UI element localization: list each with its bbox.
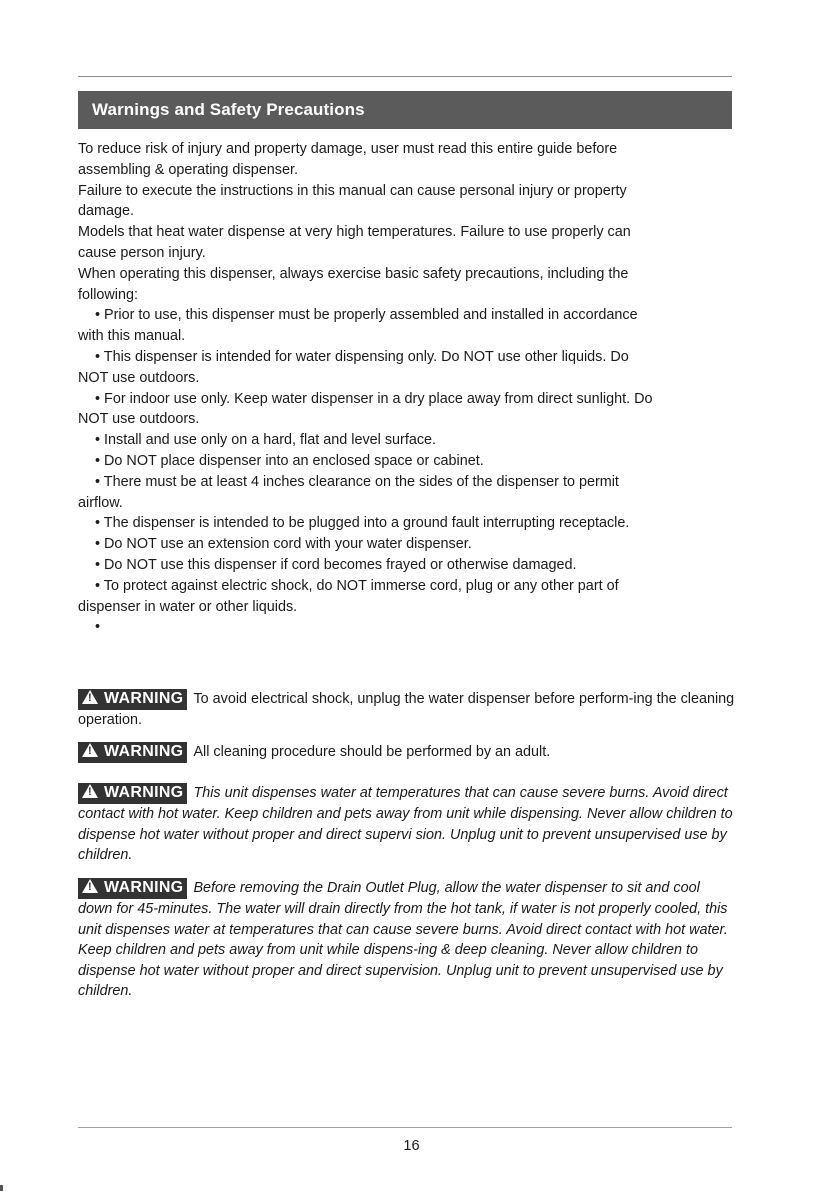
bullet-item: • — [95, 619, 101, 636]
intro-line: To reduce risk of injury and property damage, user must read this entire guide before — [78, 141, 618, 157]
bullet-item: • Do NOT use an extension cord with your water dispenser. — [95, 536, 472, 553]
top-divider — [78, 76, 732, 77]
intro-line: following: — [78, 286, 138, 303]
intro-line: assembling & operating dispenser. — [78, 161, 298, 178]
bottom-divider — [78, 1127, 732, 1128]
warning-badge — [78, 878, 187, 899]
crop-mark — [0, 1185, 3, 1191]
bullet-item: • Do NOT use this dispenser if cord becomes frayed or otherwise damaged. — [95, 556, 577, 573]
warning-label: WARNING — [104, 690, 184, 707]
warning-text: This unit dispenses water at temperatures that can cause severe burns. Avoid direct contact with hot water. Keep children and pets away from unit while dispensing. Never allow children to dispense hot water without proper and direct supervi sion. Unplug unit to prevent unsupervised use by children. — [78, 785, 733, 863]
bullet-item: • Prior to use, this dispenser must be properly assembled and installed in accordance — [95, 307, 638, 324]
bullet-continuation: NOT use outdoors. — [78, 411, 200, 428]
warning-text: To avoid electrical shock, unplug the water dispenser before perform-ing the cleaning operation. — [78, 691, 735, 728]
bullet-item: • To protect against electric shock, do NOT immerse cord, plug or any other part of — [95, 577, 619, 594]
warning-block-adult — [78, 742, 738, 763]
intro-line: cause person injury. — [78, 244, 206, 261]
bullet-continuation: airflow. — [78, 494, 123, 511]
warning-block-drain — [78, 878, 738, 1002]
intro-line: When operating this dispenser, always exercise basic safety precautions, including the — [78, 265, 629, 282]
body-text — [78, 139, 738, 638]
warning-badge — [78, 783, 187, 804]
intro-line: damage. — [78, 203, 135, 220]
bullet-item: • Do NOT place dispenser into an enclosed space or cabinet. — [95, 452, 484, 469]
warning-triangle-icon — [82, 879, 98, 893]
warning-badge — [78, 742, 187, 763]
bullet-item: • The dispenser is intended to be plugged into a ground fault interrupting receptacle. — [95, 515, 630, 532]
warning-label: WARNING — [104, 784, 184, 801]
warning-label: WARNING — [104, 743, 184, 760]
page-number: 16 — [403, 1138, 420, 1154]
warning-block-electrical — [78, 689, 738, 731]
bullet-item: • This dispenser is intended for water dispensing only. Do NOT use other liquids. Do — [95, 348, 629, 365]
warning-triangle-icon — [82, 743, 98, 757]
section-header — [78, 91, 732, 129]
warning-text: All cleaning procedure should be performed by an adult. — [193, 744, 551, 760]
warning-badge — [78, 689, 187, 710]
bullet-item: • There must be at least 4 inches clearance on the sides of the dispenser to permit — [95, 473, 619, 490]
intro-line: Models that heat water dispense at very high temperatures. Failure to use properly can — [78, 224, 631, 241]
warning-block-burns — [78, 783, 738, 866]
bullet-continuation: NOT use outdoors. — [78, 369, 200, 386]
bullet-continuation: dispenser in water or other liquids. — [78, 598, 298, 615]
bullet-item: • Install and use only on a hard, flat and level surface. — [95, 432, 437, 449]
warning-label: WARNING — [104, 879, 184, 896]
warning-triangle-icon — [82, 690, 98, 704]
section-title: Warnings and Safety Precautions — [92, 100, 365, 119]
warning-triangle-icon — [82, 784, 98, 798]
bullet-item: • For indoor use only. Keep water dispenser in a dry place away from direct sunlight. Do — [95, 390, 653, 407]
bullet-continuation: with this manual. — [78, 328, 186, 345]
intro-line: Failure to execute the instructions in this manual can cause personal injury or property — [78, 182, 627, 199]
warning-text: Before removing the Drain Outlet Plug, allow the water dispenser to sit and cool down for 45-minutes. The water will drain directly from the hot tank, if water is not properly cooled, this unit dispenses water at temperatures that can cause severe burns. Avoid direct contact with hot water. Keep children and pets away from unit while dispens-ing & deep cleaning. Never allow children to dispense hot water without proper and direct supervision. Unplug unit to prevent unsupervised use by children. — [78, 880, 728, 999]
